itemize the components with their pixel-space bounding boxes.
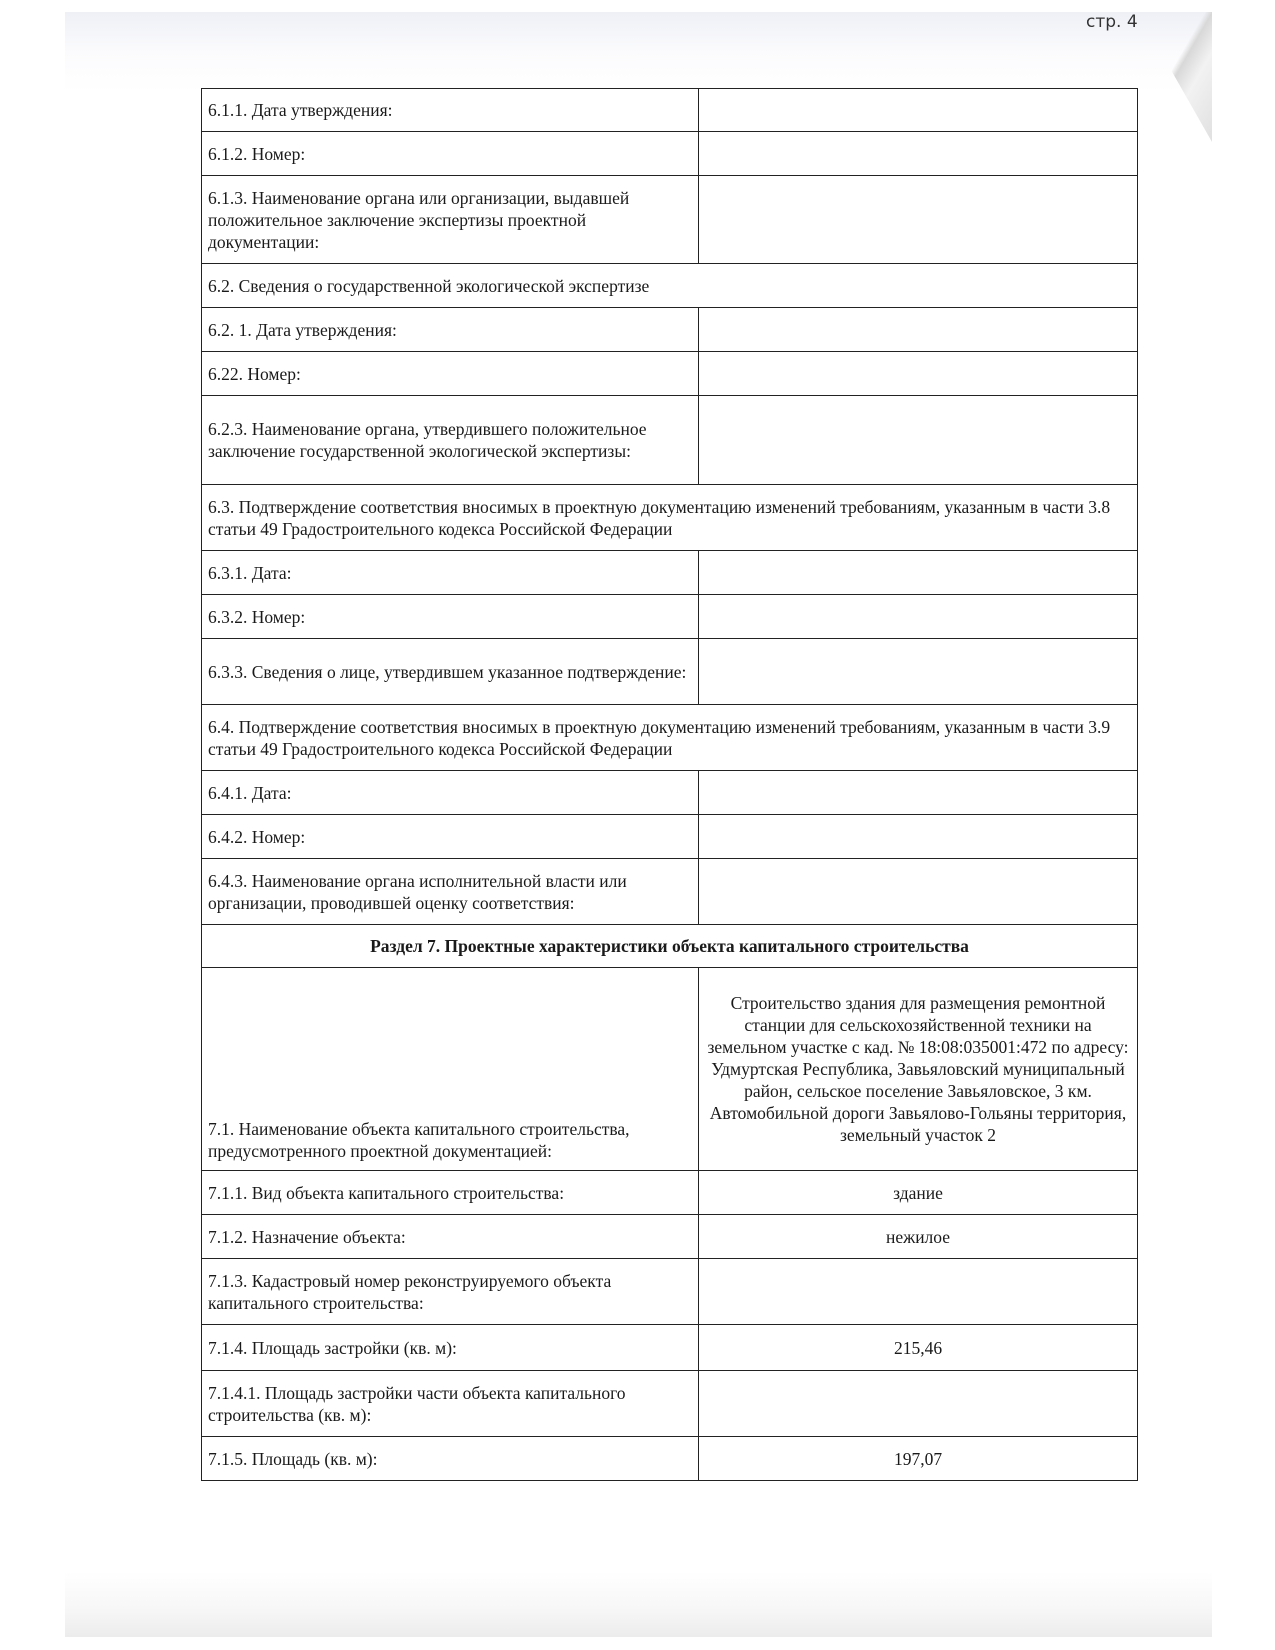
- row-label: 6.4.1. Дата:: [202, 771, 699, 814]
- page-number: стр. 4: [1086, 12, 1138, 32]
- table-row: [202, 1259, 1137, 1325]
- table-row: [202, 551, 1137, 595]
- row-label: 6.3.1. Дата:: [202, 551, 699, 594]
- table-row: [202, 639, 1137, 705]
- row-value: [699, 551, 1137, 594]
- section-row: [202, 264, 1137, 308]
- table-row: [202, 89, 1137, 132]
- section-row: [202, 705, 1137, 771]
- row-label: 6.3.3. Сведения о лице, утвердившем указанное подтверждение:: [202, 639, 699, 704]
- table-row: [202, 1371, 1137, 1437]
- row-label: 7.1.3. Кадастровый номер реконструируемого объекта капитального строительства:: [202, 1259, 699, 1324]
- table-row: [202, 859, 1137, 925]
- row-label: 7.1.4. Площадь застройки (кв. м):: [202, 1325, 699, 1370]
- row-value: Строительство здания для размещения ремонтной станции для сельскохозяйственной техники на земельном участке с кад. № 18:08:035001:472 по адресу: Удмуртская Республика, Завьяловский муниципальный район, сельское поселение Завьяловское, 3 км. Автомобильной дороги Завьялово-Гольяны территория, земельный участок 2: [707, 993, 1129, 1145]
- row-value: 197,07: [893, 1448, 943, 1469]
- row-label: 6.22. Номер:: [202, 352, 699, 395]
- section-heading: Раздел 7. Проектные характеристики объекта капитального строительства: [370, 936, 969, 956]
- row-value: [699, 308, 1137, 351]
- table-row: [202, 132, 1137, 176]
- table-row: [202, 1215, 1137, 1259]
- section-title: 6.4. Подтверждение соответствия вносимых в проектную документацию изменений требованиям, указанным в части 3.9 статьи 49 Градостроительного кодекса Российской Федерации: [208, 716, 1111, 759]
- row-value: [699, 1259, 1137, 1324]
- table-row: [202, 308, 1137, 352]
- row-value: [699, 859, 1137, 924]
- row-label: 7.1.1. Вид объекта капитального строительства:: [202, 1171, 699, 1214]
- table-row: [202, 771, 1137, 815]
- row-label: 6.2. 1. Дата утверждения:: [202, 308, 699, 351]
- row-label: 7.1.2. Назначение объекта:: [202, 1215, 699, 1258]
- table-row: [202, 1325, 1137, 1371]
- row-label: 6.4.3. Наименование органа исполнительной власти или организации, проводившей оценку соответствия:: [202, 859, 699, 924]
- row-value: [699, 132, 1137, 175]
- row-label: 6.1.3. Наименование органа или организации, выдавшей положительное заключение экспертизы проектной документации:: [202, 176, 699, 263]
- table-row: [202, 352, 1137, 396]
- row-label: 6.3.2. Номер:: [202, 595, 699, 638]
- row-label: 7.1. Наименование объекта капитального строительства, предусмотренного проектной документацией:: [202, 968, 699, 1170]
- row-label: 7.1.5. Площадь (кв. м):: [202, 1437, 699, 1480]
- table-row: [202, 968, 1137, 1171]
- table-row: [202, 1171, 1137, 1215]
- row-value: [699, 595, 1137, 638]
- row-value: [699, 815, 1137, 858]
- table-row: [202, 815, 1137, 859]
- table-row: [202, 595, 1137, 639]
- section-title: 6.2. Сведения о государственной экологической экспертизе: [208, 275, 650, 296]
- row-value: [699, 1371, 1137, 1436]
- document-table: [201, 88, 1138, 1481]
- table-row: [202, 176, 1137, 264]
- row-label: 6.1.2. Номер:: [202, 132, 699, 175]
- row-value: здание: [893, 1182, 943, 1203]
- row-value: нежилое: [885, 1226, 951, 1247]
- row-value: [699, 639, 1137, 704]
- section-heading-row: [202, 925, 1137, 968]
- table-row: [202, 396, 1137, 485]
- row-label: 6.1.1. Дата утверждения:: [202, 89, 699, 131]
- row-label: 6.4.2. Номер:: [202, 815, 699, 858]
- table-row: [202, 1437, 1137, 1481]
- section-title: 6.3. Подтверждение соответствия вносимых в проектную документацию изменений требованиям, указанным в части 3.8 статьи 49 Градостроительного кодекса Российской Федерации: [208, 496, 1111, 539]
- row-value: [699, 176, 1137, 263]
- row-value: 215,46: [893, 1337, 943, 1358]
- row-value: [699, 396, 1137, 484]
- section-row: [202, 485, 1137, 551]
- row-label: 6.2.3. Наименование органа, утвердившего положительное заключение государственной экологической экспертизы:: [202, 396, 699, 484]
- row-value: [699, 89, 1137, 131]
- row-value: [699, 352, 1137, 395]
- row-value: [699, 771, 1137, 814]
- row-label: 7.1.4.1. Площадь застройки части объекта капитального строительства (кв. м):: [202, 1371, 699, 1436]
